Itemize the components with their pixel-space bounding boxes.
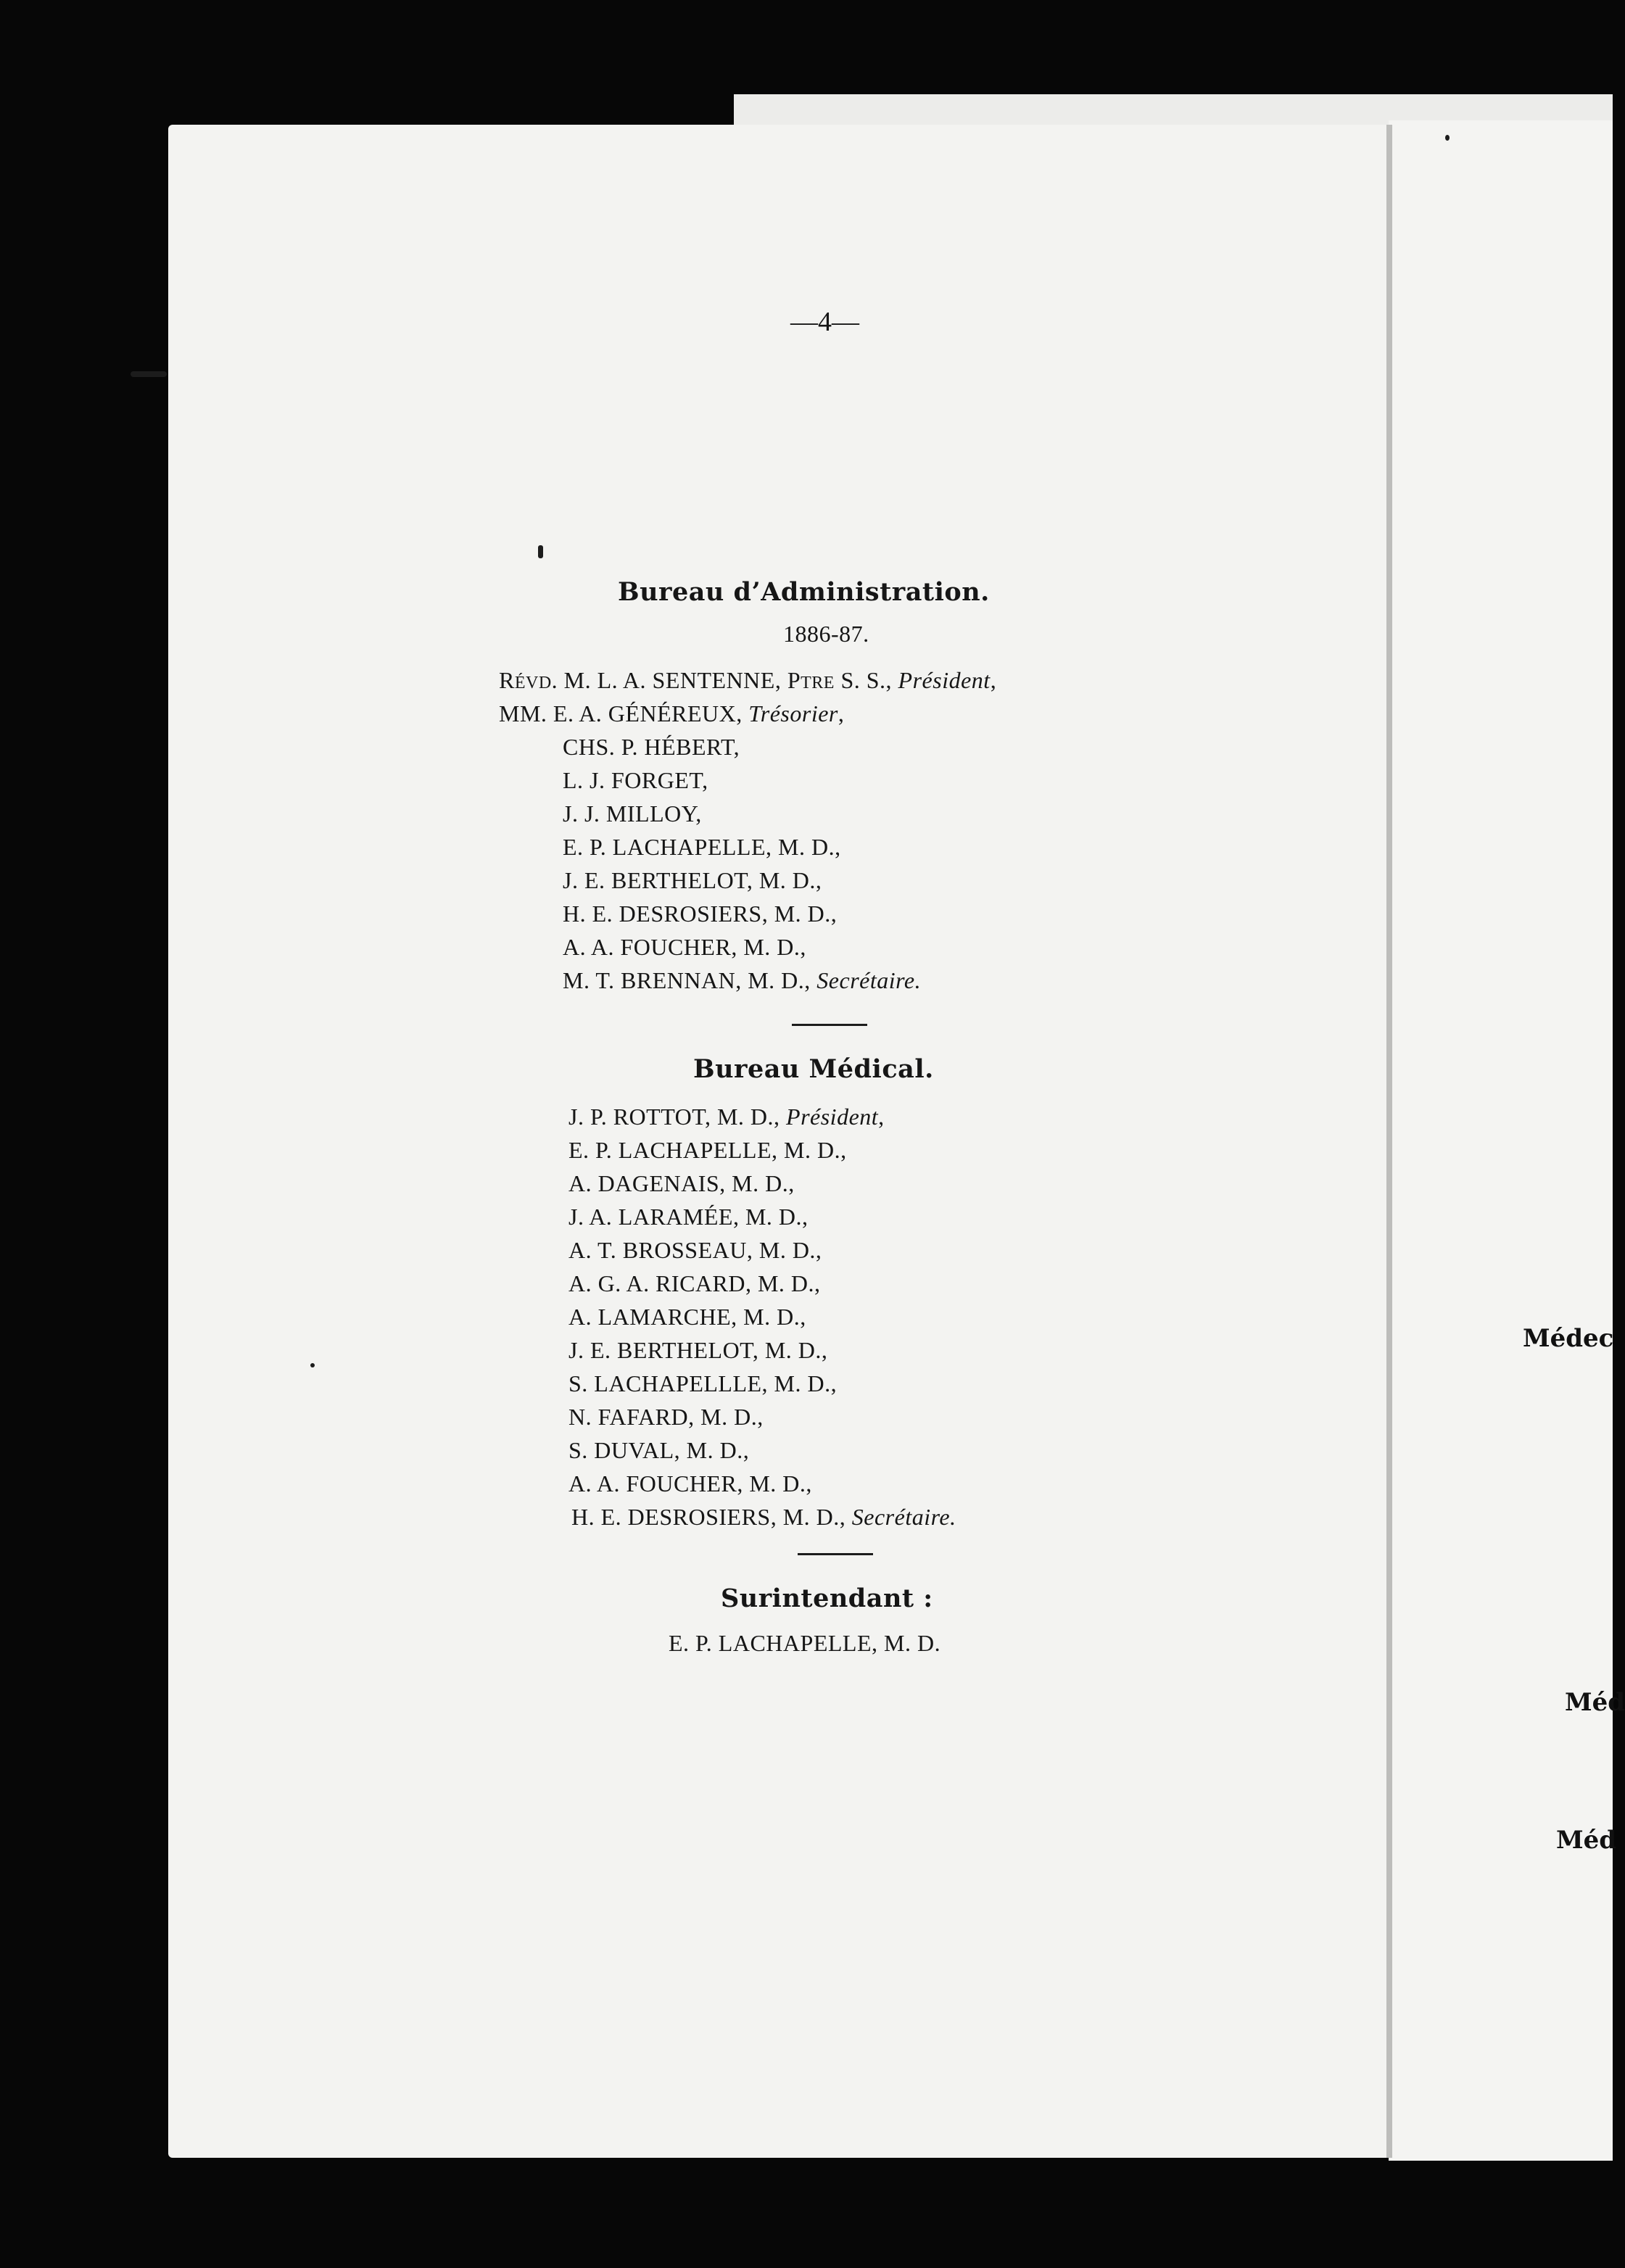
medical-president-role: Président: [786, 1104, 879, 1130]
medical-secretary-role: Secrétaire.: [851, 1504, 956, 1530]
treasurer-end: ,: [838, 700, 845, 727]
superintendent-name: E. P. LACHAPELLE, M. D.: [669, 1630, 941, 1656]
medical-secretary-line: [571, 1504, 956, 1531]
scan-speck: [1445, 135, 1450, 141]
administration-member: J. J. MILLOY,: [563, 800, 702, 827]
revd-prefix: R: [499, 667, 515, 693]
administration-member: CHS. P. HÉBERT,: [563, 734, 740, 760]
medical-member: J. A. LARAMÉE, M. D.,: [568, 1204, 809, 1230]
admin-secretary-name: M. T. BRENNAN, M. D.,: [563, 967, 817, 993]
medical-president-name: J. P. ROTTOT, M. D.,: [568, 1104, 787, 1130]
medical-member: S. DUVAL, M. D.,: [568, 1437, 750, 1463]
administration-member: J. E. BERTHELOT, M. D.,: [563, 867, 822, 893]
scan-speck: [131, 371, 167, 377]
medical-member: A. LAMARCHE, M. D.,: [568, 1304, 806, 1330]
administration-member: A. A. FOUCHER, M. D.,: [563, 934, 806, 960]
section-divider: [792, 1024, 867, 1026]
revd-prefix-small: ÉVD: [514, 674, 552, 692]
medical-member: E. P. LACHAPELLE, M. D.,: [568, 1137, 847, 1163]
medical-member: A. G. A. RICARD, M. D.,: [568, 1270, 821, 1296]
scan-speck: [310, 1363, 315, 1367]
medical-member: A. T. BROSSEAU, M. D.,: [568, 1237, 822, 1263]
administration-year: 1886-87.: [783, 621, 869, 647]
president-name: . M. L. A. SENTENNE, P: [551, 667, 801, 693]
medical-member: A. A. FOUCHER, M. D.,: [568, 1470, 812, 1497]
facing-page-fragment: Méd: [1556, 1826, 1617, 1855]
treasurer-role: Trésorier: [748, 700, 838, 727]
ptre-small: TRE: [801, 674, 835, 692]
president-end: ,: [990, 667, 997, 693]
medical-member: A. DAGENAIS, M. D.,: [568, 1170, 795, 1196]
facing-page-fragment: Médec: [1523, 1324, 1614, 1353]
medical-heading: Bureau Médical.: [693, 1054, 934, 1084]
administration-president-line: [499, 667, 996, 694]
medical-member: S. LACHAPELLLE, M. D.,: [568, 1370, 838, 1396]
admin-secretary-role: Secrétaire.: [816, 967, 922, 993]
scan-speck: [538, 545, 543, 558]
page-number: —4—: [790, 307, 859, 337]
treasurer-name: MM. E. A. GÉNÉREUX,: [499, 700, 749, 727]
page-gutter: [1386, 125, 1392, 2158]
medical-president-line: [568, 1104, 885, 1130]
medical-member: J. E. BERTHELOT, M. D.,: [568, 1337, 828, 1363]
superintendent-heading: Surintendant :: [721, 1584, 933, 1613]
administration-member: H. E. DESROSIERS, M. D.,: [563, 901, 838, 927]
medical-president-end: ,: [878, 1104, 885, 1130]
administration-secretary-line: [563, 967, 921, 994]
facing-page-fragment: Méd: [1565, 1688, 1625, 1717]
administration-heading: Bureau d’Administration.: [618, 577, 990, 607]
medical-secretary-name: H. E. DESROSIERS, M. D.,: [571, 1504, 852, 1530]
president-suffix: S. S.,: [834, 667, 898, 693]
section-divider: [798, 1553, 873, 1555]
administration-member: E. P. LACHAPELLE, M. D.,: [563, 834, 841, 860]
administration-treasurer-line: [499, 700, 844, 727]
medical-member: N. FAFARD, M. D.,: [568, 1404, 764, 1430]
administration-member: L. J. FORGET,: [563, 767, 708, 793]
president-role: Président: [898, 667, 991, 693]
